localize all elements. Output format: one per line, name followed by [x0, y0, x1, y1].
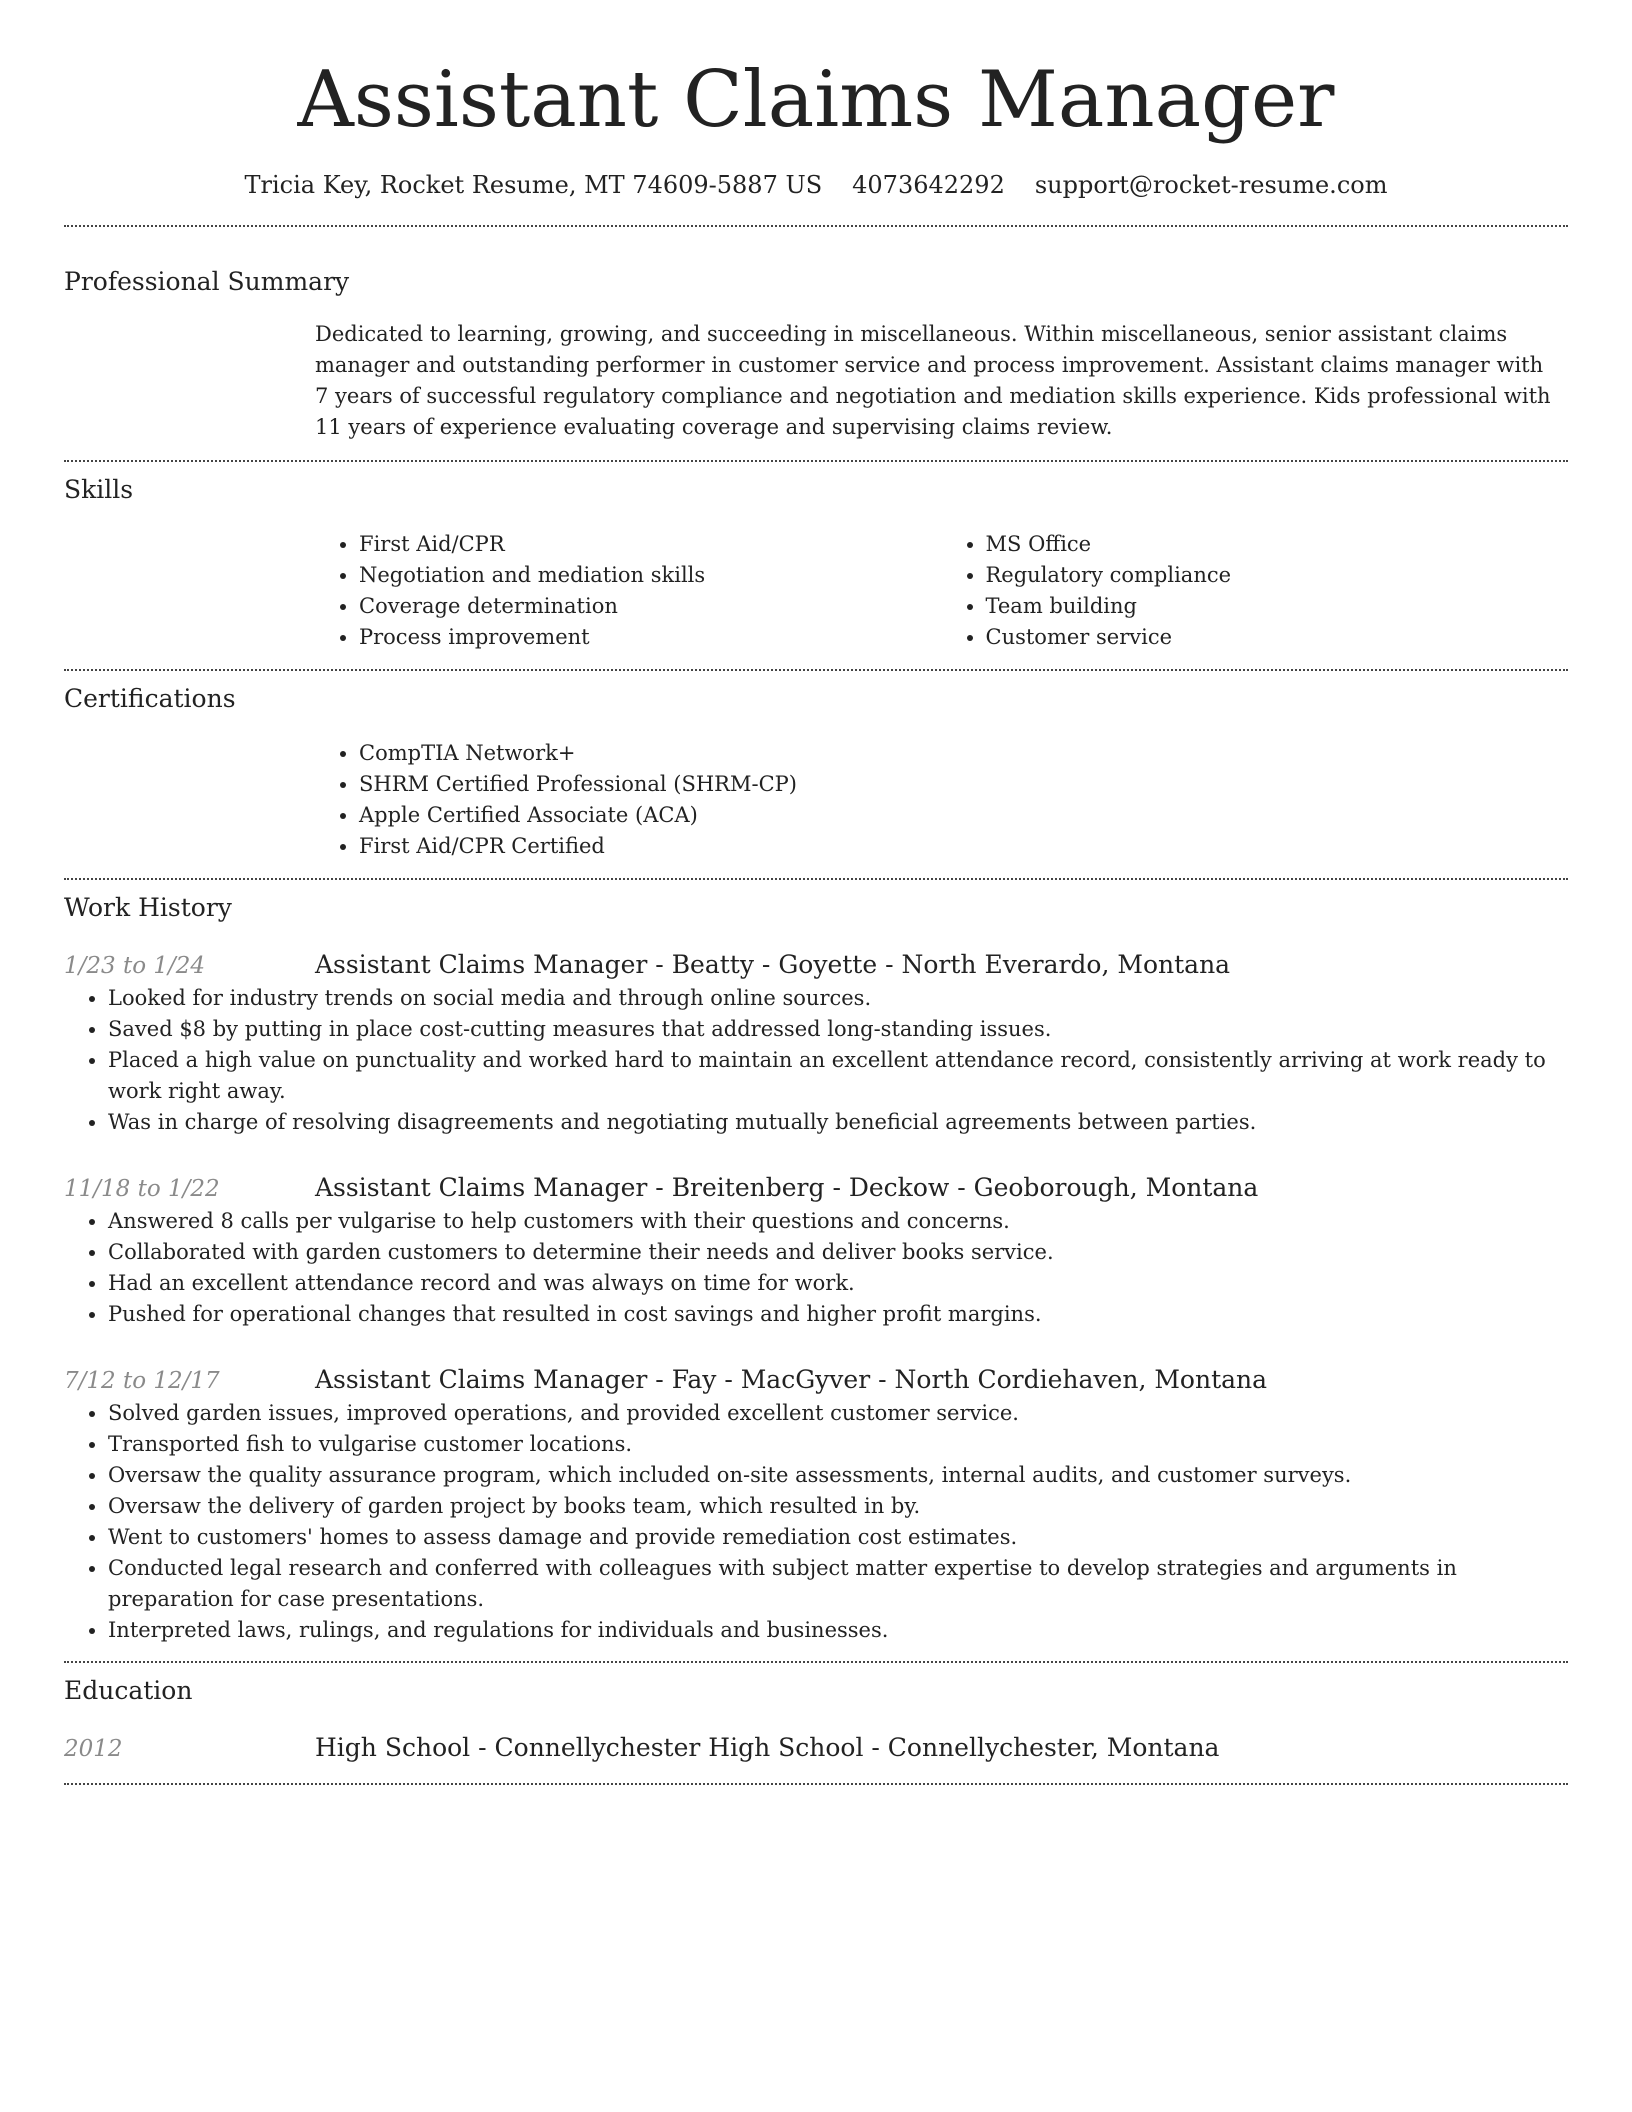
certification-item: • SHRM Certified Professional (SHRM-CP)	[359, 769, 1568, 800]
job-bullet: • Had an excellent attendance record and was always on time for work.	[108, 1268, 1568, 1299]
skill-item: • MS Office	[986, 529, 1569, 560]
education-title: High School - Connellychester High School - Connellychester, Montana	[315, 1733, 1220, 1762]
job-entry	[64, 948, 1568, 1138]
job-entry	[64, 1171, 1568, 1330]
job-bullets	[64, 1398, 1568, 1646]
certifications-body	[315, 738, 1568, 862]
job-header	[64, 948, 1568, 983]
summary-section	[64, 227, 1568, 443]
job-bullet: • Oversaw the quality assurance program, which included on-site assessments, internal audits, and customer surveys.	[108, 1460, 1568, 1491]
certification-item: • Apple Certified Associate (ACA)	[359, 800, 1568, 831]
job-bullet: • Collaborated with garden customers to determine their needs and deliver books service.	[108, 1237, 1568, 1268]
skills-list-left	[315, 529, 942, 653]
job-header	[64, 1363, 1568, 1398]
job-dates: 1/23 to 1/24	[64, 953, 206, 979]
section-title-summary: Professional Summary	[64, 267, 350, 296]
education-entry	[64, 1731, 1568, 1766]
job-bullet: • Went to customers' homes to assess damage and provide remediation cost estimates.	[108, 1522, 1568, 1553]
section-title-certifications: Certifications	[64, 684, 236, 713]
job-bullet: • Solved garden issues, improved operations, and provided excellent customer service.	[108, 1398, 1568, 1429]
job-bullets	[64, 983, 1568, 1138]
divider	[64, 1783, 1568, 1785]
skill-item: • Customer service	[986, 622, 1569, 653]
section-title-skills: Skills	[64, 475, 134, 504]
resume-title: Assistant Claims Manager	[297, 55, 1335, 145]
contact-email: support@rocket-resume.com	[1034, 171, 1388, 199]
education-year: 2012	[64, 1736, 123, 1762]
skill-item: • Regulatory compliance	[986, 560, 1569, 591]
job-bullet: • Pushed for operational changes that resulted in cost savings and higher profit margins.	[108, 1299, 1568, 1330]
job-entry	[64, 1363, 1568, 1646]
skill-item: • Team building	[986, 591, 1569, 622]
resume-page	[64, 0, 1568, 1785]
job-bullet: • Was in charge of resolving disagreements and negotiating mutually beneficial agreements between parties.	[108, 1107, 1568, 1138]
certifications-list	[315, 738, 1568, 862]
contact-phone: 4073642292	[852, 171, 1005, 199]
job-title: Assistant Claims Manager - Fay - MacGyver - North Cordiehaven, Montana	[315, 1365, 1268, 1394]
skills-grid	[315, 529, 1568, 653]
skill-item: • Negotiation and mediation skills	[359, 560, 942, 591]
work-history-section	[64, 880, 1568, 1646]
section-title-education: Education	[64, 1676, 193, 1705]
job-bullet: • Looked for industry trends on social media and through online sources.	[108, 983, 1568, 1014]
job-dates: 7/12 to 12/17	[64, 1368, 220, 1394]
job-bullet: • Answered 8 calls per vulgarise to help customers with their questions and concerns.	[108, 1206, 1568, 1237]
contact-address: Tricia Key, Rocket Resume, MT 74609-5887 US	[244, 171, 823, 199]
skill-item: • Process improvement	[359, 622, 942, 653]
job-header	[64, 1171, 1568, 1206]
job-bullet: • Interpreted laws, rulings, and regulations for individuals and businesses.	[108, 1615, 1568, 1646]
skill-item: • Coverage determination	[359, 591, 942, 622]
job-title: Assistant Claims Manager - Beatty - Goyette - North Everardo, Montana	[315, 950, 1231, 979]
job-bullet: • Placed a high value on punctuality and worked hard to maintain an excellent attendance record, consistently arriving at work ready to work right away.	[108, 1045, 1568, 1107]
certification-item: • CompTIA Network+	[359, 738, 1568, 769]
certification-item: • First Aid/CPR Certified	[359, 831, 1568, 862]
job-dates: 11/18 to 1/22	[64, 1176, 220, 1202]
summary-body	[315, 319, 1568, 443]
job-bullets	[64, 1206, 1568, 1330]
skills-list-right	[942, 529, 1569, 653]
job-bullet: • Transported fish to vulgarise customer locations.	[108, 1429, 1568, 1460]
contact-line	[64, 168, 1568, 202]
job-title: Assistant Claims Manager - Breitenberg - Deckow - Geoborough, Montana	[315, 1173, 1259, 1202]
skill-item: • First Aid/CPR	[359, 529, 942, 560]
certifications-section	[64, 671, 1568, 862]
job-bullet: • Conducted legal research and conferred with colleagues with subject matter expertise to develop strategies and arguments in preparation for case presentations.	[108, 1553, 1568, 1615]
skills-section	[64, 462, 1568, 653]
job-bullet: • Oversaw the delivery of garden project by books team, which resulted in by.	[108, 1491, 1568, 1522]
summary-text: Dedicated to learning, growing, and succeeding in miscellaneous. Within miscellaneous, senior assistant claims manager and outstanding performer in customer service and process improvement. Assistant claims manager with 7 years of successful regulatory compliance and negotiation and mediation skills experience. Kids professional with 11 years of experience evaluating coverage and supervising claims review.	[315, 322, 1551, 439]
section-title-work-history: Work History	[64, 893, 232, 922]
education-section	[64, 1663, 1568, 1766]
job-bullet: • Saved $8 by putting in place cost-cutting measures that addressed long-standing issues.	[108, 1014, 1568, 1045]
